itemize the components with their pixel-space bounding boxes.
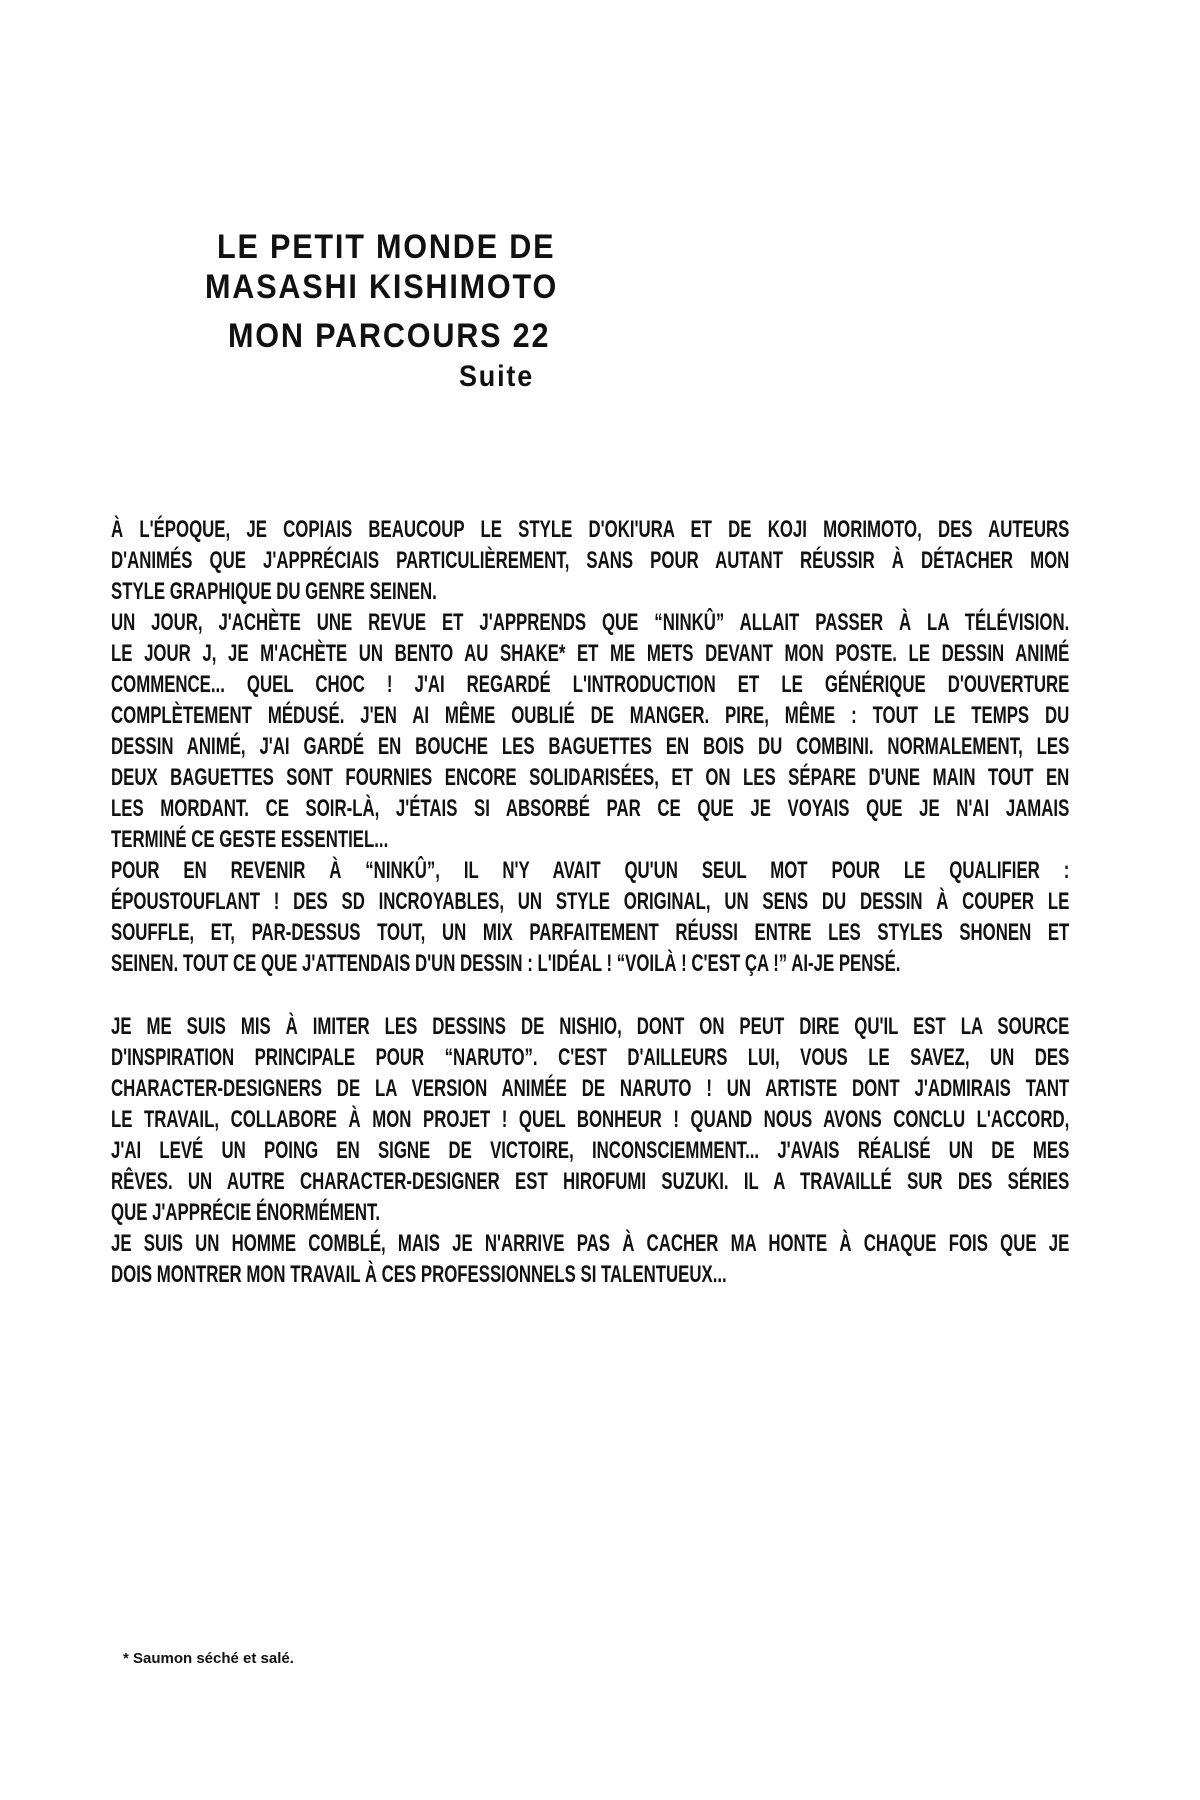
- footnote: * Saumon séché et salé.: [123, 1650, 294, 1667]
- paragraph: [111, 1011, 1069, 1228]
- text-line-content: SOUFFLE, ET, PAR-DESSUS TOUT, UN MIX PARFAITEMENT RÉUSSI ENTRE LES STYLES SHONEN ET: [111, 919, 1070, 946]
- title-line-1: LE PETIT MONDE DE: [217, 228, 556, 266]
- text-line: [111, 669, 1069, 700]
- text-line-content: J'AI LEVÉ UN POING EN SIGNE DE VICTOIRE, INCONSCIEMMENT... J'AVAIS RÉALISÉ UN DE MES: [111, 1137, 1070, 1164]
- text-line-content: SEINEN. TOUT CE QUE J'ATTENDAIS D'UN DESSIN : L'IDÉAL ! “VOILÀ ! C'EST ÇA !” AI-JE PENSÉ.: [111, 950, 901, 977]
- text-line-content: DOIS MONTRER MON TRAVAIL À CES PROFESSIONNELS SI TALENTUEUX...: [111, 1261, 727, 1288]
- paragraph: [111, 514, 1069, 607]
- text-line: [111, 1197, 1069, 1228]
- text-line: [111, 917, 1069, 948]
- text-line-content: LE JOUR J, JE M'ACHÈTE UN BENTO AU SHAKE* ET ME METS DEVANT MON POSTE. LE DESSIN ANIMÉ: [111, 640, 1070, 667]
- text-line-content: ÉPOUSTOUFLANT ! DES SD INCROYABLES, UN STYLE ORIGINAL, UN SENS DU DESSIN À COUPER LE: [111, 888, 1070, 915]
- text-line: [111, 1073, 1069, 1104]
- text-line-content: STYLE GRAPHIQUE DU GENRE SEINEN.: [111, 578, 437, 605]
- text-line-content: LES MORDANT. CE SOIR-LÀ, J'ÉTAIS SI ABSORBÉ PAR CE QUE JE VOYAIS QUE JE N'AI JAMAIS: [111, 795, 1070, 822]
- text-line: [111, 793, 1069, 824]
- text-line: [111, 824, 1069, 855]
- text-line: [111, 576, 1069, 607]
- text-line-content: JE SUIS UN HOMME COMBLÉ, MAIS JE N'ARRIVE PAS À CACHER MA HONTE À CHAQUE FOIS QUE JE: [111, 1230, 1070, 1257]
- text-line-content: POUR EN REVENIR À “NINKÛ”, IL N'Y AVAIT QU'UN SEUL MOT POUR LE QUALIFIER :: [111, 857, 1070, 884]
- text-line-content: CHARACTER-DESIGNERS DE LA VERSION ANIMÉE DE NARUTO ! UN ARTISTE DONT J'ADMIRAIS TANT: [111, 1075, 1070, 1102]
- text-line-content: JE ME SUIS MIS À IMITER LES DESSINS DE NISHIO, DONT ON PEUT DIRE QU'IL EST LA SOURCE: [111, 1013, 1070, 1040]
- text-line-content: COMMENCE... QUEL CHOC ! J'AI REGARDÉ L'INTRODUCTION ET LE GÉNÉRIQUE D'OUVERTURE: [111, 671, 1070, 698]
- title-line-2: MASASHI KISHIMOTO: [205, 268, 559, 306]
- paragraph: [111, 607, 1069, 855]
- text-line: [111, 1259, 1069, 1290]
- text-line: [111, 1228, 1069, 1259]
- text-line: [111, 700, 1069, 731]
- text-line-content: DESSIN ANIMÉ, J'AI GARDÉ EN BOUCHE LES BAGUETTES EN BOIS DU COMBINI. NORMALEMENT, LES: [111, 733, 1070, 760]
- paragraph-gap: [111, 979, 1069, 1011]
- text-line: [111, 1042, 1069, 1073]
- text-line-content: D'ANIMÉS QUE J'APPRÉCIAIS PARTICULIÈREMENT, SANS POUR AUTANT RÉUSSIR À DÉTACHER MON: [111, 547, 1070, 574]
- body-text: [111, 514, 1069, 1290]
- text-line: [111, 762, 1069, 793]
- text-line-content: QUE J'APPRÉCIE ÉNORMÉMENT.: [111, 1199, 381, 1226]
- text-line: [111, 1104, 1069, 1135]
- text-line: [111, 1166, 1069, 1197]
- text-line-content: UN JOUR, J'ACHÈTE UNE REVUE ET J'APPRENDS QUE “NINKÛ” ALLAIT PASSER À LA TÉLÉVISION.: [111, 609, 1070, 636]
- text-line: [111, 545, 1069, 576]
- paragraph: [111, 855, 1069, 979]
- text-line: [111, 1011, 1069, 1042]
- text-line: [111, 514, 1069, 545]
- text-line-content: COMPLÈTEMENT MÉDUSÉ. J'EN AI MÊME OUBLIÉ DE MANGER. PIRE, MÊME : TOUT LE TEMPS DU: [111, 702, 1070, 729]
- text-line: [111, 855, 1069, 886]
- text-line: [111, 638, 1069, 669]
- text-line-content: D'INSPIRATION PRINCIPALE POUR “NARUTO”. C'EST D'AILLEURS LUI, VOUS LE SAVEZ, UN DES: [111, 1044, 1070, 1071]
- paragraph: [111, 1228, 1069, 1290]
- text-line: [111, 948, 1069, 979]
- suite-label: Suite: [459, 360, 535, 393]
- text-line-content: DEUX BAGUETTES SONT FOURNIES ENCORE SOLIDARISÉES, ET ON LES SÉPARE D'UNE MAIN TOUT EN: [111, 764, 1070, 791]
- text-line: [111, 886, 1069, 917]
- text-line-content: LE TRAVAIL, COLLABORE À MON PROJET ! QUEL BONHEUR ! QUAND NOUS AVONS CONCLU L'ACCORD,: [111, 1106, 1070, 1133]
- subtitle: MON PARCOURS 22: [228, 317, 551, 355]
- text-line-content: TERMINÉ CE GESTE ESSENTIEL...: [111, 826, 389, 853]
- text-line-content: RÊVES. UN AUTRE CHARACTER-DESIGNER EST HIROFUMI SUZUKI. IL A TRAVAILLÉ SUR DES SÉRIES: [111, 1168, 1070, 1195]
- text-line: [111, 1135, 1069, 1166]
- text-line: [111, 607, 1069, 638]
- text-line: [111, 731, 1069, 762]
- text-line-content: À L'ÉPOQUE, JE COPIAIS BEAUCOUP LE STYLE D'OKI'URA ET DE KOJI MORIMOTO, DES AUTEURS: [111, 516, 1070, 543]
